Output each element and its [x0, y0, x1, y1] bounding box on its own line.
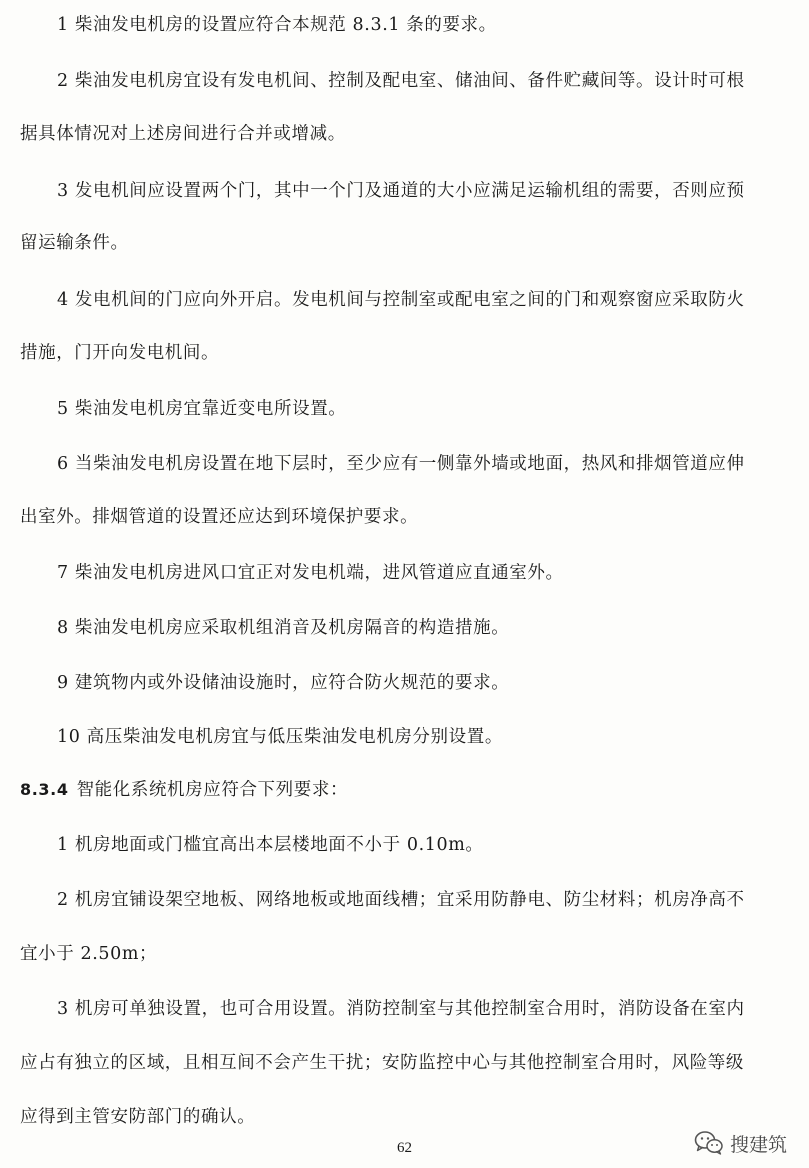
wechat-icon: [694, 1130, 724, 1156]
requirement-item-1: 1 机房地面或门槛宜高出本层楼地面不小于 0.10m。: [57, 835, 484, 855]
paragraph-item-2-line-1: 2 柴油发电机房宜设有发电机间、控制及配电室、储油间、备件贮藏间等。设计时可根: [57, 71, 745, 91]
requirement-item-3-line-2: 应占有独立的区域，且相互间不会产生干扰；安防监控中心与其他控制室合用时，风险等级: [20, 1053, 744, 1073]
page-number: 62: [397, 1140, 412, 1156]
watermark: [694, 1127, 787, 1159]
paragraph-item-6-line-2: 出室外。排烟管道的设置还应达到环境保护要求。: [20, 507, 419, 527]
paragraph-item-2-line-2: 据具体情况对上述房间进行合并或增减。: [20, 124, 346, 144]
paragraph-item-4-line-1: 4 发电机间的门应向外开启。发电机间与控制室或配电室之间的门和观察窗应采取防火: [57, 290, 745, 310]
paragraph-item-10: 10 高压柴油发电机房宜与低压柴油发电机房分别设置。: [57, 727, 503, 747]
watermark-text: 搜建筑: [729, 1133, 787, 1156]
paragraph-item-4-line-2: 措施，门开向发电机间。: [20, 343, 220, 363]
paragraph-item-8: 8 柴油发电机房应采取机组消音及机房隔音的构造措施。: [57, 618, 510, 638]
requirement-item-2-line-2: 宜小于 2.50m；: [20, 944, 158, 964]
section-heading: [0, 777, 809, 803]
paragraph-item-9: 9 建筑物内或外设储油设施时，应符合防火规范的要求。: [57, 673, 510, 693]
paragraph-item-6-line-1: 6 当柴油发电机房设置在地下层时，至少应有一侧靠外墙或地面，热风和排烟管道应伸: [57, 454, 745, 474]
paragraph-item-3-line-1: 3 发电机间应设置两个门，其中一个门及通道的大小应满足运输机组的需要，否则应预: [57, 181, 745, 201]
paragraph-item-1: 1 柴油发电机房的设置应符合本规范 8.3.1 条的要求。: [57, 15, 497, 35]
requirement-item-3-line-1: 3 机房可单独设置，也可合用设置。消防控制室与其他控制室合用时，消防设备在室内: [57, 999, 745, 1019]
requirement-item-3-line-3: 应得到主管安防部门的确认。: [20, 1107, 256, 1127]
paragraph-item-3-line-2: 留运输条件。: [20, 233, 129, 253]
section-number: 8.3.4: [20, 780, 69, 799]
section-title: 智能化系统机房应符合下列要求：: [76, 780, 349, 800]
requirement-item-2-line-1: 2 机房宜铺设架空地板、网络地板或地面线槽；宜采用防静电、防尘材料；机房净高不: [57, 890, 745, 910]
paragraph-item-5: 5 柴油发电机房宜靠近变电所设置。: [57, 399, 347, 419]
paragraph-item-7: 7 柴油发电机房进风口宜正对发电机端，进风管道应直通室外。: [57, 563, 564, 583]
